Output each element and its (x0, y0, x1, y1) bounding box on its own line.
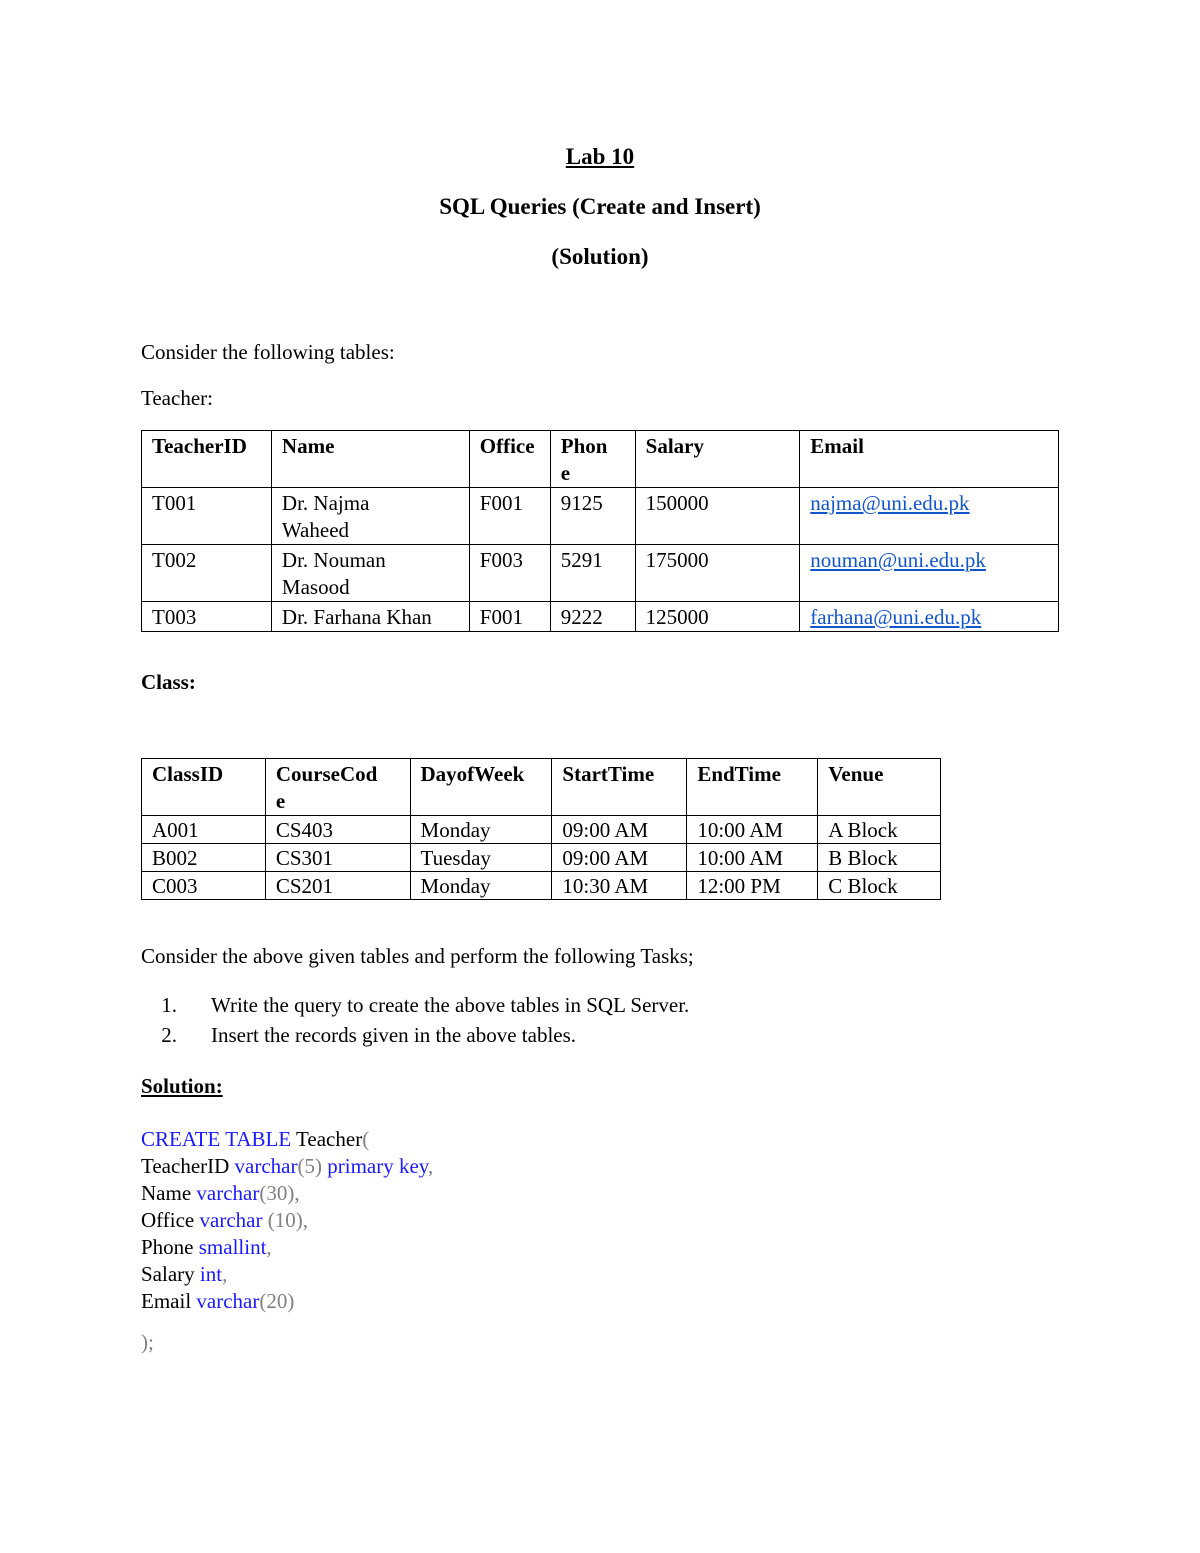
table-header-row (142, 759, 941, 816)
table-row (142, 488, 1059, 545)
code-keyword: varchar (234, 1154, 298, 1178)
code-text: Name (141, 1181, 197, 1205)
code-keyword: smallint (198, 1235, 267, 1259)
header-cell: StartTime (552, 759, 687, 816)
lab-solution-heading: (Solution) (551, 244, 649, 269)
solution-label: Solution: (141, 1074, 223, 1098)
code-line (141, 1153, 433, 1180)
table-row (142, 545, 1059, 602)
table-row (142, 844, 941, 872)
header-cell: Name (271, 431, 469, 488)
header-cell: Email (800, 431, 1059, 488)
task-number: 2. (161, 1023, 177, 1047)
table-cell: CS301 (265, 844, 410, 872)
table-cell: B Block (818, 844, 941, 872)
table-row (142, 816, 941, 844)
code-text: Office (141, 1208, 200, 1232)
table-cell: T003 (142, 602, 272, 632)
table-cell: Tuesday (410, 844, 552, 872)
header-cell: Venue (818, 759, 941, 816)
code-line (141, 1234, 433, 1261)
table-cell: 09:00 AM (552, 816, 687, 844)
table-cell: 9222 (550, 602, 635, 632)
table-cell: 09:00 AM (552, 844, 687, 872)
email-link[interactable]: nouman@uni.edu.pk (810, 548, 986, 572)
code-punct: ( (362, 1127, 370, 1151)
task-text: Write the query to create the above tables in SQL Server. (211, 993, 690, 1017)
table-cell: 10:00 AM (687, 816, 818, 844)
table-cell: F001 (469, 602, 550, 632)
tasks-intro: Consider the above given tables and perform the following Tasks; (141, 944, 694, 968)
table-cell: T001 (142, 488, 272, 545)
lab-title: Lab 10 (565, 144, 635, 169)
table-cell: T002 (142, 545, 272, 602)
header-cell: DayofWeek (410, 759, 552, 816)
table-cell: F003 (469, 545, 550, 602)
code-keyword: int (199, 1262, 223, 1286)
table-cell: C003 (142, 872, 266, 900)
code-punct: (5) (297, 1154, 322, 1178)
code-punct: , (427, 1154, 434, 1178)
table-cell: 175000 (635, 545, 800, 602)
table-cell: Monday (410, 872, 552, 900)
table-cell: C Block (818, 872, 941, 900)
header-cell: Phon e (550, 431, 635, 488)
table-cell: B002 (142, 844, 266, 872)
table-row (142, 602, 1059, 632)
code-text: Phone (141, 1235, 199, 1259)
table-cell: 12:00 PM (687, 872, 818, 900)
table-cell: 125000 (635, 602, 800, 632)
code-line (141, 1261, 433, 1288)
header-cell: CourseCod e (265, 759, 410, 816)
table-cell (800, 545, 1059, 602)
table-cell: 10:30 AM (552, 872, 687, 900)
code-punct: ); (141, 1330, 154, 1354)
table-cell: 10:00 AM (687, 844, 818, 872)
header-cell: Salary (635, 431, 800, 488)
code-punct: , (266, 1235, 272, 1259)
table-cell: Dr. Nouman Masood (271, 545, 469, 602)
header-cell: TeacherID (142, 431, 272, 488)
code-line (141, 1180, 433, 1207)
teacher-table (141, 430, 1059, 632)
task-text: Insert the records given in the above tables. (211, 1023, 577, 1047)
header-cell: Office (469, 431, 550, 488)
table-cell: Dr. Farhana Khan (271, 602, 469, 632)
code-punct: (10), (262, 1208, 308, 1232)
code-punct: , (222, 1262, 228, 1286)
class-label: Class: (141, 670, 196, 694)
table-cell: CS403 (265, 816, 410, 844)
table-header-row (142, 431, 1059, 488)
code-punct: (20) (259, 1289, 295, 1313)
table-cell (800, 488, 1059, 545)
sql-code-block (141, 1126, 433, 1369)
code-line (141, 1315, 433, 1369)
lab-subtitle: SQL Queries (Create and Insert) (439, 194, 761, 219)
table-cell: A Block (818, 816, 941, 844)
teacher-label: Teacher: (141, 386, 213, 410)
email-link[interactable]: farhana@uni.edu.pk (810, 605, 982, 629)
code-keyword: varchar (199, 1208, 263, 1232)
table-cell: Monday (410, 816, 552, 844)
code-text: Email (141, 1289, 197, 1313)
code-text: TeacherID (141, 1154, 235, 1178)
code-text: Salary (141, 1262, 200, 1286)
table-row (142, 872, 941, 900)
code-keyword: primary key (322, 1154, 428, 1178)
table-cell: 5291 (550, 545, 635, 602)
code-punct: (30), (259, 1181, 300, 1205)
list-item (141, 1020, 689, 1050)
code-text: Teacher (291, 1127, 363, 1151)
code-line (141, 1126, 433, 1153)
intro-text: Consider the following tables: (141, 340, 395, 364)
email-link[interactable]: najma@uni.edu.pk (810, 491, 970, 515)
table-cell: Dr. Najma Waheed (271, 488, 469, 545)
task-number: 1. (161, 993, 177, 1017)
table-cell: A001 (142, 816, 266, 844)
table-cell: F001 (469, 488, 550, 545)
table-cell (800, 602, 1059, 632)
task-list (141, 990, 689, 1050)
table-cell: 150000 (635, 488, 800, 545)
code-line (141, 1288, 433, 1315)
code-line (141, 1207, 433, 1234)
code-keyword: CREATE TABLE (141, 1127, 292, 1151)
code-keyword: varchar (196, 1289, 260, 1313)
code-keyword: varchar (196, 1181, 260, 1205)
table-cell: CS201 (265, 872, 410, 900)
header-cell: ClassID (142, 759, 266, 816)
table-cell: 9125 (550, 488, 635, 545)
header-cell: EndTime (687, 759, 818, 816)
class-table (141, 758, 941, 900)
list-item (141, 990, 689, 1020)
